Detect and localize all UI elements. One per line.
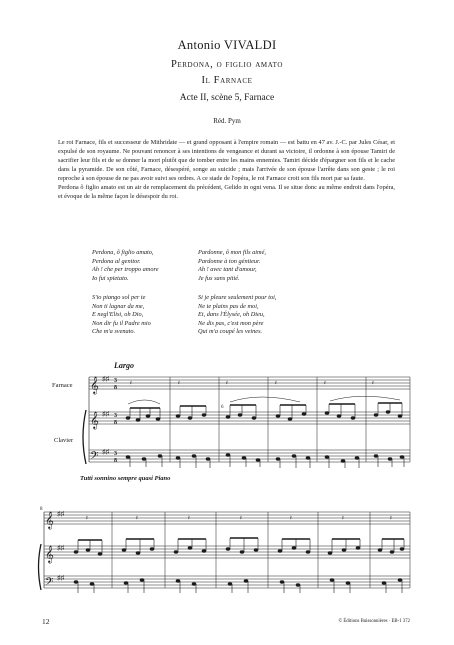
lyric-line: Et, dans l'Élysée, oh Dieu, [198, 311, 265, 319]
barlines-system-2 [112, 512, 410, 588]
lyric-line: Ne te plains pas de moi, [198, 302, 259, 310]
lyric-line: Perdona al genitor. [92, 257, 141, 265]
lyric-line: Je fus sans pitié. [198, 274, 240, 282]
intro-text [58, 138, 395, 201]
bass-clef-icon: 𝄢 [45, 575, 54, 590]
piano-label: Clavier [54, 437, 74, 444]
lyric-line: Io fui spietato. [92, 274, 129, 282]
lyric-line: Pardonne, ô mon fils aimé, [198, 249, 266, 256]
svg-text:𝄽: 𝄽 [240, 516, 242, 522]
lyric-line: Ne dis pas, c'est mon père [198, 319, 264, 327]
key-sharp-icon: ♯♯ [57, 574, 64, 582]
time-signature: 3 [114, 378, 117, 384]
lyric-line: Si je pleure seulement pour toi, [198, 294, 277, 301]
measure-number: 8 [40, 507, 43, 512]
piano-slurs [128, 396, 400, 404]
svg-text:𝄽: 𝄽 [86, 516, 88, 522]
intro-paragraph-1: Le roi Farnace, fils et successeur de Mithridate — et grand opposant à l'empire romain — est battu en 47 av. J.-C. par Jules César, et expulsé de son royaume. Ne pouvant renoncer à ses intentions de vengeance et durant sa victoire, il ordonne à son épouse Tamiri de sacrifier leur fils et de se donner la mort plutôt que de tomber entre les mains ennemies. Tamiri décide d'épargner son fils et le cache dans la pyramide. De son côté, Farnace, désespéré, songe au suicide ; mais l'arrivée de son épouse l'arrête dans son geste ; le roi reproche à son épouse de ne pas avoir suivi ses ordres. A ce stade de l'opéra, le roi Farnace croit son fils mort par sa faute. [58, 139, 395, 183]
aria-title: Perdona, o figlio amato [170, 59, 284, 70]
lyric-line: Che m'a svenato. [92, 328, 136, 336]
key-sharp-icon: ♯♯ [102, 410, 109, 418]
lyric-line: Perdona, ô figlio amato, [92, 249, 154, 256]
key-sharp-icon: ♯♯ [57, 544, 64, 552]
key-sharp-icon: ♯♯ [102, 375, 109, 383]
lyrics-italian-stanza-1 [92, 249, 159, 283]
piano-bass-staff [89, 450, 410, 462]
figured-bass: 6 [221, 405, 224, 410]
grand-staff-brace [39, 544, 42, 590]
arranger-credit: Réd. Pym [213, 117, 241, 125]
opera-title: Il Farnace [201, 75, 253, 86]
svg-text:𝄽: 𝄽 [324, 381, 326, 387]
svg-text:𝄽: 𝄽 [290, 516, 292, 522]
piano-bass-staff-system-2 [44, 576, 410, 588]
treble-clef-icon: 𝄞 [90, 378, 99, 394]
treble-clef-icon: 𝄞 [90, 413, 99, 429]
lyric-line: Ah ! che per troppo amore [92, 266, 159, 274]
svg-text:𝄽: 𝄽 [342, 516, 344, 522]
lyric-line: Non dir fu il Padre mio [92, 319, 151, 327]
lyrics-italian-stanza-2 [92, 294, 151, 337]
time-signature: 3 [114, 413, 117, 419]
time-signature: 8 [114, 420, 117, 426]
music-score [0, 340, 454, 610]
time-signature: 8 [114, 385, 117, 391]
svg-text:𝄽: 𝄽 [130, 381, 132, 387]
treble-clef-icon: 𝄞 [45, 547, 54, 563]
svg-text:𝄽: 𝄽 [188, 516, 190, 522]
voice-label: Farnace [52, 382, 73, 389]
key-sharp-icon: ♯♯ [57, 510, 64, 518]
lyric-line: E negl'Elisi, oh Dio, [92, 311, 144, 319]
page-number: 12 [42, 617, 50, 626]
key-sharp-icon: ♯♯ [102, 448, 109, 456]
intro-paragraph-2: Perdona ô figlio amato est un air de remplacement du précédent, Gelido in ogni vena. Il se situe donc au même endroit dans l'opéra, et évoque de la même façon le désespoir du roi. [58, 184, 395, 201]
piano-right-hand-notes-system-2 [74, 538, 404, 555]
time-signature: 8 [114, 458, 117, 464]
publisher-credit: © Éditions Buissonnières · EB-1 372 [338, 619, 410, 624]
svg-text:𝄽: 𝄽 [178, 381, 180, 387]
grand-staff-brace [83, 410, 86, 464]
lyric-line: Non ti lagnar da me, [92, 302, 145, 310]
tempo-marking: Largo [114, 361, 134, 370]
treble-clef-icon: 𝄞 [45, 513, 54, 529]
voice-staff-system-2 [44, 512, 410, 524]
piano-left-hand-notes-system-2 [74, 579, 402, 593]
time-signature: 3 [114, 451, 117, 457]
lyric-line: S'io piango sol per te [92, 294, 146, 301]
svg-text:𝄽: 𝄽 [136, 516, 138, 522]
scene-info: Acte II, scène 5, Farnace [179, 93, 275, 103]
lyric-line: Pardonne à ton géniteur. [198, 257, 261, 265]
svg-text:𝄽: 𝄽 [372, 381, 374, 387]
lyric-line: Qui m'a coupé les veines. [198, 328, 263, 336]
svg-text:𝄽: 𝄽 [390, 516, 392, 522]
svg-text:𝄽: 𝄽 [226, 381, 228, 387]
dynamics-marking: Tutti sonnino sempre quasi Piano [80, 475, 171, 482]
voice-staff [89, 377, 410, 389]
lyric-line: Ah ! avec tant d'amour, [198, 266, 257, 274]
composer-name: Antonio VIVALDI [177, 38, 277, 52]
svg-text:𝄽: 𝄽 [275, 381, 277, 387]
lyrics-french-stanza-1 [198, 249, 266, 283]
bass-clef-icon: 𝄢 [90, 449, 99, 464]
lyrics-french-stanza-2 [198, 294, 276, 337]
piano-treble-staff [89, 412, 410, 424]
